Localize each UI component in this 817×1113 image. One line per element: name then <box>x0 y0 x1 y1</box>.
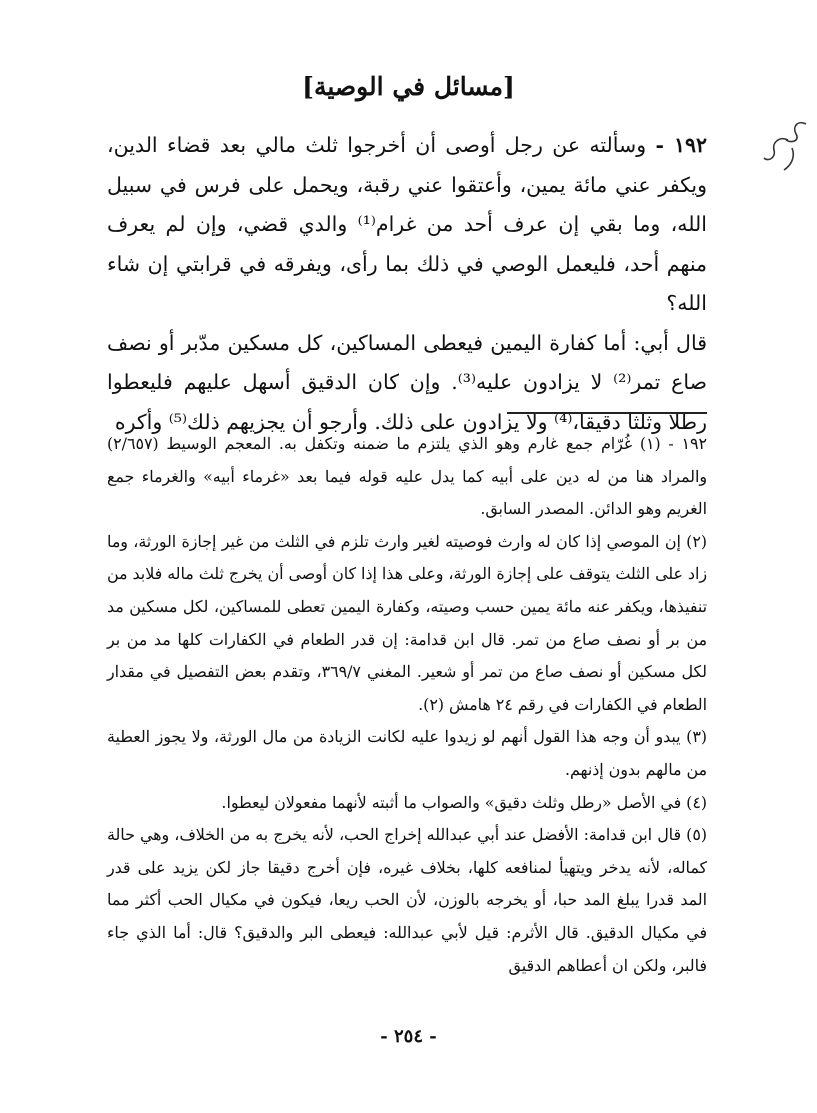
question-text: وسألته عن رجل أوصى أن أخرجوا ثلث مالي بعد قضاء الدين، ويكفر عني مائة يمين، وأعتقوا عني رقبة، ويحمل على فرس في سبيل الله، وما بقي إن عرف أحد من غرام⁽¹⁾ والدي قضي، وإن لم يعرف منهم أحد، فليعمل الوصي في ذلك بما رأى، ويفرقه في قرابتي إن شاء الله؟ <box>107 133 707 315</box>
main-text <box>107 126 707 442</box>
entry-number: ١٩٢ - <box>655 133 707 157</box>
footnote-4: (٤) في الأصل «رطل وثلث دقيق» والصواب ما أثبته لأنهما مفعولان ليعطوا. <box>221 792 707 812</box>
footnotes <box>107 428 707 982</box>
answer-paragraph: قال أبي: أما كفارة اليمين فيعطى المساكين، كل مسكين مدّبر أو نصف صاع تمر⁽²⁾ لا يزادون عليه⁽³⁾. وإن كان الدقيق أسهل عليهم فليعطوا رطلا وثلثا دقيقا،⁽⁴⁾ ولا يزادون على ذلك. وأرجو أن يجزيهم ذلك⁽⁵⁾ وأكره <box>107 330 707 434</box>
page-number: - ٢٥٤ - <box>380 1026 437 1047</box>
question-paragraph <box>107 126 707 324</box>
footnote-3: (٣) يبدو أن وجه هذا القول أنهم لو زيدوا عليه لكانت الزيادة من مال الورثة، ولا يجوز العطية من مالهم بدون إذنهم. <box>107 727 707 779</box>
footnote-2: (٢) إن الموصي إذا كان له وارث فوصيته لغير وارث تلزم في الثلث من غير إجازة الورثة، وما زاد على الثلث يتوقف على إجازة الورثة، وعلى هذا إذا كان أوصى أن يخرج ثلث ماله فلابد من تنفيذها، ويكفر عنه مائة يمين حسب وصيته، وكفارة اليمين تعطى للمساكين، لكل مسكين مد من بر أو نصف صاع من تمر. قال ابن قدامة: إن قدر الطعام في الكفارات كلها مد من بر لكل مسكين أو نصف صاع من تمر أو شعير. المغني ٣٦٩/٧، وتقدم بعض التفصيل في مقدار الطعام في الكفارات في رقم ٢٤ هامش (٢). <box>107 531 707 714</box>
section-title: [مسائل في الوصية] <box>302 72 515 101</box>
footnote-divider <box>507 412 707 414</box>
handwritten-margin-mark <box>762 118 812 174</box>
footnote-5: (٥) قال ابن قدامة: الأفضل عند أبي عبدالله إخراج الحب، لأنه يخرج به من الخلاف، وهي حالة كماله، لأنه يدخر ويتهيأ لمنافعه كلها، بخلاف غيره، فإن أخرج دقيقا جاز لكن يزيد على قدر المد قدرا يبلغ المد حبا، أو يخرجه بالوزن، لأن الحب ريعا، فيكون في مكيال الحب أكثر مما في مكيال الدقيق. قال الأثرم: قيل لأبي عبدالله: فيعطى البر والدقيق؟ قال: أما الذي جاء فالبر، ولكن ان أعطاهم الدقيق <box>107 825 707 975</box>
footnote-1: ١٩٢ - (١) غُرّام جمع غارم وهو الذي يلتزم ما ضمنه وتكفل به. المعجم الوسيط (٢/٦٥٧) والمراد هنا من له دين على أبيه كما يدل عليه قوله فيما بعد «غرماء أبيه» والغرماء جمع الغريم وهو الدائن. المصدر السابق. <box>107 434 707 519</box>
